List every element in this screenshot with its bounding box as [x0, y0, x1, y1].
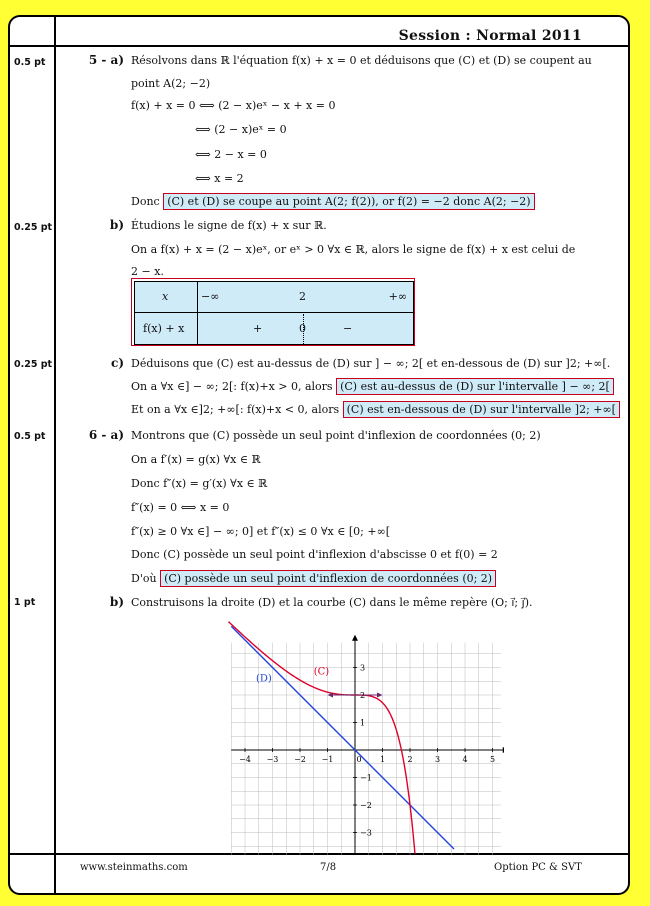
x-tick-label: 2: [407, 755, 413, 764]
margin-line: [54, 17, 56, 893]
x-tick-label: −2: [294, 755, 306, 764]
sign-table: [131, 278, 415, 346]
sign-table-x-label: x: [162, 290, 169, 303]
sign-table-neg-inf: −∞: [201, 290, 220, 303]
x-tick-label: −1: [321, 755, 334, 764]
q5a-step-2: ⟺ (2 − x)eˣ = 0: [195, 123, 287, 136]
function-graph: [214, 613, 504, 863]
sign-table-plus: +: [253, 322, 263, 335]
line-D: [231, 626, 454, 849]
sign-table-row-divider: [135, 312, 413, 313]
q5a-conclusion-box: (C) et (D) se coupe au point A(2; f(2)), or f(2) = −2 donc A(2; −2): [163, 193, 534, 210]
points-5b: 0.25 pt: [14, 222, 53, 233]
sign-table-pos-inf: +∞: [388, 290, 407, 303]
sign-table-f-label: f(x) + x: [143, 322, 185, 335]
q5a-intro-2: point A(2; −2): [131, 77, 211, 90]
y-tick-label: 1: [360, 718, 366, 728]
sign-table-grid: [134, 281, 414, 345]
question-5c-label: c): [111, 356, 124, 370]
q6a-line-2: Donc f″(x) = g′(x) ∀x ∈ ℝ: [131, 477, 268, 490]
exam-page: [8, 15, 630, 895]
q5b-line-2: 2 − x.: [131, 265, 164, 278]
q6a-line-3: f″(x) = 0 ⟺ x = 0: [131, 501, 230, 514]
y-tick-label: −1: [360, 773, 372, 783]
x-axis-arrow: [503, 747, 504, 753]
q5c-line-1-prefix: On a ∀x ∈] − ∞; 2[: f(x)+x > 0, alors: [131, 380, 333, 393]
points-5a: 0.5 pt: [14, 57, 46, 68]
q5a-conclusion: [131, 195, 535, 208]
x-tick-label: 3: [434, 755, 441, 764]
question-5b-label: b): [109, 218, 124, 232]
y-tick-label: 2: [360, 691, 366, 700]
footer-page-number: 7/8: [320, 862, 337, 873]
q5c-line-1-box: (C) est au-dessus de (D) sur l'intervalle ] − ∞; 2[: [336, 378, 614, 395]
q5c-line-2-prefix: Et on a ∀x ∈]2; +∞[: f(x)+x < 0, alors: [131, 403, 340, 416]
sign-table-zero: 0: [299, 322, 306, 335]
q5c-line-2: [131, 403, 620, 416]
header-rule: [10, 45, 628, 47]
y-tick-label: −3: [360, 828, 372, 838]
q5a-intro-1: Résolvons dans ℝ l'équation f(x) + x = 0 et déduisons que (C) et (D) se coupent au: [131, 54, 592, 67]
sign-table-minus: −: [343, 322, 353, 335]
sign-table-root: 2: [299, 290, 306, 303]
q6a-line-6-box: (C) possède un seul point d'inflexion de coordonnées (0; 2): [160, 570, 496, 587]
footer-website: www.steinmaths.com: [80, 862, 188, 873]
tangent-arrow-right: [377, 693, 383, 698]
q6a-line-6-prefix: D'où: [131, 572, 157, 585]
series-label-D: (D): [256, 673, 272, 685]
q5c-line-2-box: (C) est en-dessous de (D) sur l'intervalle ]2; +∞[: [343, 401, 620, 418]
q6a-line-1: On a f′(x) = g(x) ∀x ∈ ℝ: [131, 453, 261, 466]
points-5c: 0.25 pt: [14, 359, 53, 370]
q5c-line-1: [131, 380, 614, 393]
q5a-step-1: f(x) + x = 0 ⟺ (2 − x)eˣ − x + x = 0: [131, 99, 336, 112]
y-tick-label: −2: [360, 801, 372, 810]
sign-table-col-divider: [197, 282, 198, 344]
x-tick-label: 1: [379, 755, 386, 764]
session-title: Session : Normal 2011: [398, 28, 582, 44]
x-tick-label: 4: [462, 755, 468, 764]
q5b-line-1: On a f(x) + x = (2 − x)eˣ, or eˣ > 0 ∀x ∈ ℝ, alors le signe de f(x) + x est celui de: [131, 243, 576, 256]
question-6b-label: b): [109, 595, 124, 609]
question-5a-label: 5 - a): [88, 53, 124, 67]
q6a-line-4: f″(x) ≥ 0 ∀x ∈] − ∞; 0] et f″(x) ≤ 0 ∀x ∈ [0; +∞[: [131, 525, 391, 538]
q6a-intro: Montrons que (C) possède un seul point d'inflexion de coordonnées (0; 2): [131, 429, 541, 442]
q5a-step-3: ⟺ 2 − x = 0: [195, 148, 267, 161]
q5a-step-4: ⟺ x = 2: [195, 172, 244, 185]
q6a-line-6: [131, 572, 496, 585]
y-axis-arrow: [352, 635, 358, 641]
x-tick-label: 5: [489, 755, 496, 764]
points-6b: 1 pt: [14, 597, 36, 608]
x-tick-label: −3: [266, 755, 279, 764]
q6a-line-5: Donc (C) possède un seul point d'inflexion d'abscisse 0 et f(0) = 2: [131, 548, 498, 561]
q5b-intro: Étudions le signe de f(x) + x sur ℝ.: [131, 219, 327, 232]
points-6a: 0.5 pt: [14, 431, 46, 442]
x-tick-label: 0: [356, 755, 362, 764]
y-tick-label: 3: [360, 663, 366, 673]
x-tick-label: −4: [239, 755, 251, 764]
q5a-conclusion-prefix: Donc: [131, 195, 160, 208]
q5c-intro: Déduisons que (C) est au-dessus de (D) sur ] − ∞; 2[ et en-dessous de (D) sur ]2; +∞[.: [131, 357, 611, 370]
series-label-C: (C): [313, 666, 330, 678]
q6b-intro: Construisons la droite (D) et la courbe (C) dans le même repère (O; i⃗; j⃗).: [131, 596, 533, 609]
question-6a-label: 6 - a): [88, 428, 124, 442]
footer-option: Option PC & SVT: [494, 862, 582, 873]
